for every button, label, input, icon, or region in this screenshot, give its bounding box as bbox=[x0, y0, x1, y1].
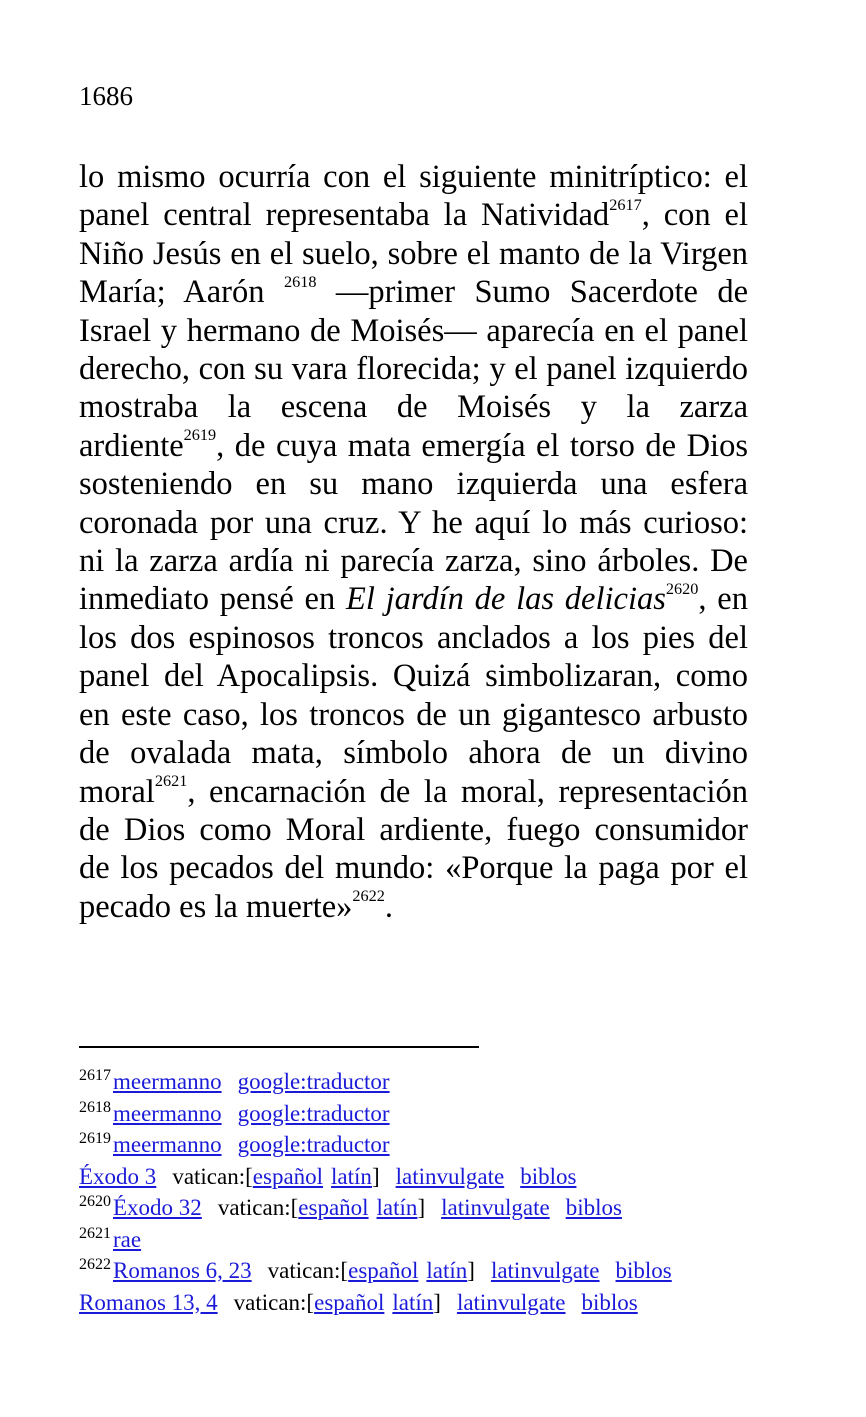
footnote-ref-2618[interactable]: 2618 bbox=[283, 272, 317, 291]
text-segment: . bbox=[384, 888, 394, 925]
vatican-label: vatican:[ bbox=[172, 1163, 253, 1189]
footnote-number: 2619 bbox=[79, 1130, 111, 1148]
latinvulgate-link[interactable]: latinvulgate bbox=[490, 1258, 600, 1283]
meermanno-link[interactable]: meermanno bbox=[113, 1069, 222, 1094]
vatican-label: vatican:[ bbox=[233, 1289, 315, 1315]
footnote-2619 bbox=[79, 1129, 779, 1161]
text-segment: , encarnación de la moral, representación de Dios como Moral ardiente, fuego consumidor de los pecados del mundo: «Porque la paga por el pecado es la muerte» bbox=[79, 773, 748, 925]
vatican-espanol-link[interactable]: español bbox=[348, 1258, 419, 1283]
text-segment: , de cuya mata emergía el torso de Dios sosteniendo en su mano izquierda una esfera coronada por una cruz. Y he aquí lo más curioso: ni la zarza ardía ni parecía zarza, sino árboles. De inmediato pensé en bbox=[79, 427, 748, 618]
google-traductor-link[interactable]: google:traductor bbox=[237, 1100, 390, 1126]
footnotes-section bbox=[79, 1066, 779, 1318]
text-segment: , en los dos espinosos troncos anclados a los pies del panel del Apocalipsis. Quizá simbolizaran, como en este caso, los troncos de un gigantesco arbusto de ovalada mata, símbolo ahora de un divino moral bbox=[79, 581, 748, 810]
footnote-2618 bbox=[79, 1098, 779, 1130]
rae-link[interactable]: rae bbox=[113, 1226, 142, 1252]
page-number: 1686 bbox=[79, 81, 133, 111]
biblos-link[interactable]: biblos bbox=[581, 1289, 638, 1315]
vatican-latin-link[interactable]: latín bbox=[331, 1163, 372, 1189]
biblos-link[interactable]: biblos bbox=[520, 1163, 577, 1189]
footnote-number: 2617 bbox=[79, 1067, 111, 1085]
vatican-espanol-link[interactable]: español bbox=[252, 1163, 324, 1189]
vatican-espanol-link[interactable]: español bbox=[314, 1289, 385, 1315]
biblos-link[interactable]: biblos bbox=[565, 1195, 622, 1220]
footnote-2617 bbox=[79, 1066, 779, 1098]
vatican-label: vatican:[ bbox=[267, 1258, 349, 1283]
italic-title: El jardín de las delicias bbox=[345, 581, 666, 618]
vatican-latin-link[interactable]: latín bbox=[376, 1195, 418, 1220]
meermanno-link[interactable]: meermanno bbox=[113, 1132, 222, 1157]
footnote-number: 2618 bbox=[79, 1098, 111, 1116]
vatican-latin-link[interactable]: latín bbox=[392, 1289, 434, 1315]
bracket-close: ] bbox=[371, 1163, 380, 1189]
text-segment: , con el Niño Jesús en el suelo, sobre el manto de la Virgen María; Aarón bbox=[79, 197, 748, 311]
text-segment: —primer Sumo Sacerdote de Israel y hermano de Moisés— aparecía en el panel derecho, con su vara florecida; y el panel izquierdo mostraba la escena de Moisés y la zarza ardiente bbox=[79, 274, 749, 464]
bracket-close: ] bbox=[467, 1258, 475, 1283]
footnote-ref-2622[interactable]: 2622 bbox=[352, 887, 385, 906]
footnote-ref-2621[interactable]: 2621 bbox=[154, 772, 188, 791]
body-paragraph bbox=[79, 158, 748, 926]
vatican-espanol-link[interactable]: español bbox=[298, 1195, 369, 1220]
vatican-label: vatican:[ bbox=[217, 1195, 299, 1220]
footnote-ref-2620[interactable]: 2620 bbox=[665, 580, 699, 599]
bible-ref-link[interactable]: Romanos 13, 4 bbox=[79, 1289, 218, 1315]
text-segment: lo mismo ocurría con el siguiente minitríptico: el panel central representaba la Natividad bbox=[79, 159, 748, 234]
footnote-number: 2621 bbox=[79, 1224, 111, 1242]
google-traductor-link[interactable]: google:traductor bbox=[237, 1069, 390, 1094]
google-traductor-link[interactable]: google:traductor bbox=[237, 1132, 390, 1157]
bible-ref-link[interactable]: Éxodo 3 bbox=[79, 1163, 157, 1189]
footnote-2621 bbox=[79, 1224, 779, 1256]
bracket-close: ] bbox=[417, 1195, 426, 1220]
footnote-ref-2619[interactable]: 2619 bbox=[183, 426, 217, 445]
bible-ref-link[interactable]: Romanos 6, 23 bbox=[113, 1258, 252, 1283]
biblos-link[interactable]: biblos bbox=[615, 1258, 672, 1283]
latinvulgate-link[interactable]: latinvulgate bbox=[441, 1195, 550, 1220]
footnote-exodo-3 bbox=[79, 1161, 779, 1193]
footnote-number: 2622 bbox=[79, 1256, 111, 1274]
footnote-number: 2620 bbox=[79, 1193, 111, 1211]
bracket-close: ] bbox=[433, 1289, 441, 1315]
footnote-2620 bbox=[79, 1192, 779, 1224]
meermanno-link[interactable]: meermanno bbox=[113, 1100, 222, 1126]
bible-ref-link[interactable]: Éxodo 32 bbox=[113, 1195, 202, 1220]
footnote-2622 bbox=[79, 1255, 779, 1287]
footnote-romanos-13 bbox=[79, 1287, 779, 1319]
latinvulgate-link[interactable]: latinvulgate bbox=[395, 1163, 505, 1189]
footnote-ref-2617[interactable]: 2617 bbox=[609, 195, 642, 214]
vatican-latin-link[interactable]: latín bbox=[426, 1258, 468, 1283]
footnote-divider bbox=[79, 1046, 479, 1048]
latinvulgate-link[interactable]: latinvulgate bbox=[456, 1289, 566, 1315]
